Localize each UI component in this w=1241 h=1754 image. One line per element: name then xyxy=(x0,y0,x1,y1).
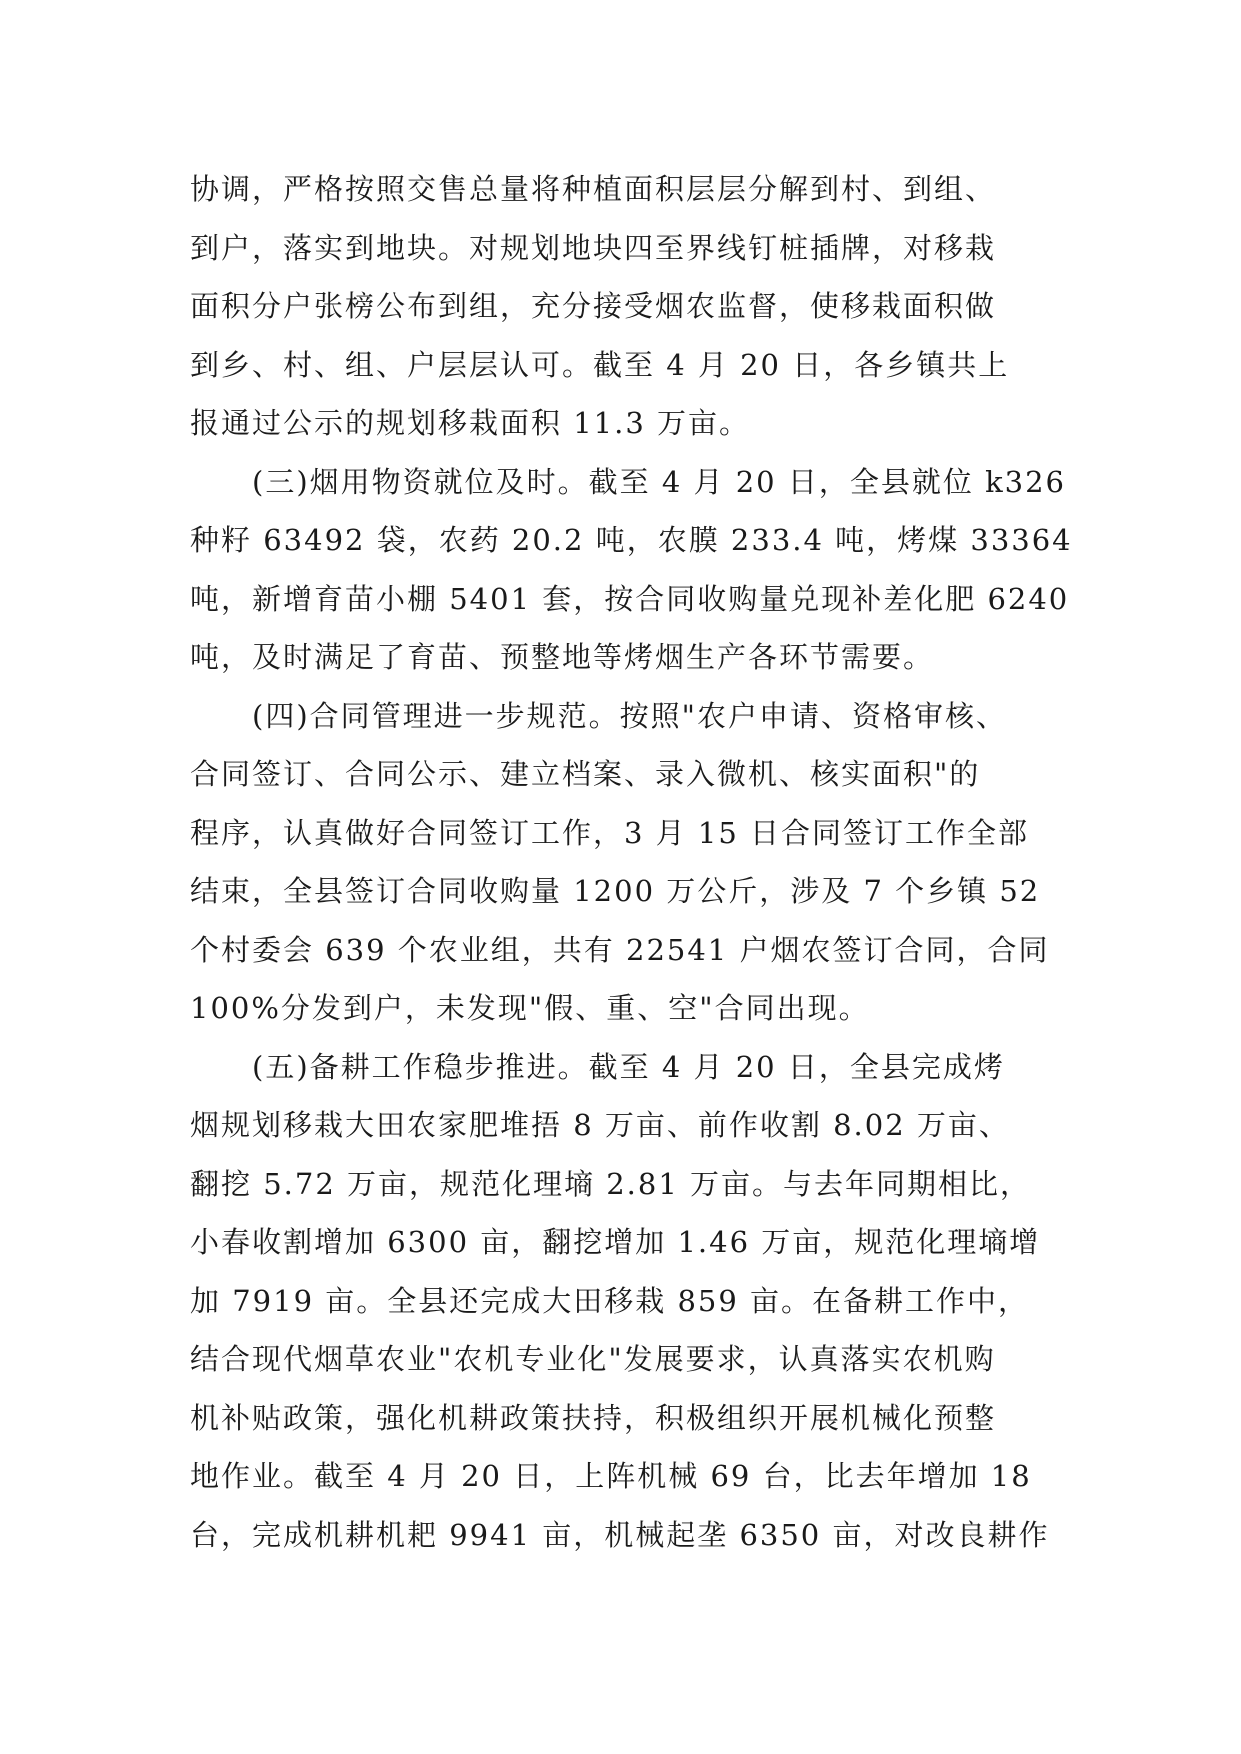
text-line: 结束，全县签订合同收购量 1200 万公斤，涉及 7 个乡镇 52 xyxy=(190,874,1041,908)
paragraph-start-line: (四)合同管理进一步规范。按照"农户申请、资格审核、 xyxy=(252,698,1007,733)
text-line: 面积分户张榜公布到组，充分接受烟农监督，使移栽面积做 xyxy=(190,289,997,323)
text-line: 报通过公示的规划移栽面积 11.3 万亩。 xyxy=(190,406,751,440)
text-line: 翻挖 5.72 万亩，规范化理墒 2.81 万亩。与去年同期相比， xyxy=(190,1166,1032,1201)
text-line: 程序，认真做好合同签订工作，3 月 15 日合同签订工作全部 xyxy=(190,815,1030,850)
text-line: 地作业。截至 4 月 20 日，上阵机械 69 台，比去年增加 18 xyxy=(190,1459,1032,1493)
text-line: 种籽 63492 袋，农药 20.2 吨，农膜 233.4 吨，烤煤 33364 xyxy=(190,523,1073,557)
text-line: 台，完成机耕机耙 9941 亩，机械起垄 6350 亩，对改良耕作 xyxy=(190,1517,1050,1552)
text-line: 到户，落实到地块。对规划地块四至界线钉桩插牌，对移栽 xyxy=(190,230,997,265)
text-line: 到乡、村、组、户层层认可。截至 4 月 20 日，各乡镇共上 xyxy=(190,347,1010,382)
text-line: 100%分发到户，未发现"假、重、空"合同出现。 xyxy=(190,991,870,1025)
paragraph-start-line: (五)备耕工作稳步推进。截至 4 月 20 日，全县完成烤 xyxy=(252,1049,1005,1084)
text-line: 个村委会 639 个农业组，共有 22541 户烟农签订合同，合同 xyxy=(190,932,1050,967)
text-line: 吨，新增育苗小棚 5401 套，按合同收购量兑现补差化肥 6240 xyxy=(190,581,1070,616)
text-line: 结合现代烟草农业"农机专业化"发展要求，认真落实农机购 xyxy=(190,1342,996,1376)
text-line: 加 7919 亩。全县还完成大田移栽 859 亩。在备耕工作中， xyxy=(190,1283,1030,1318)
body-text xyxy=(190,160,1073,1564)
text-line: 烟规划移栽大田农家肥堆捂 8 万亩、前作收割 8.02 万亩、 xyxy=(190,1108,1010,1142)
paragraph-start-line: (三)烟用物资就位及时。截至 4 月 20 日，全县就位 k326 xyxy=(252,464,1066,499)
text-line: 机补贴政策，强化机耕政策扶持，积极组织开展机械化预整 xyxy=(190,1400,997,1435)
text-line: 吨，及时满足了育苗、预整地等烤烟生产各环节需要。 xyxy=(190,640,935,674)
text-line: 协调，严格按照交售总量将种植面积层层分解到村、到组、 xyxy=(190,172,997,206)
text-line: 小春收割增加 6300 亩，翻挖增加 1.46 万亩，规范化理墒增 xyxy=(190,1225,1041,1259)
text-line: 合同签订、合同公示、建立档案、录入微机、核实面积"的 xyxy=(190,757,981,791)
